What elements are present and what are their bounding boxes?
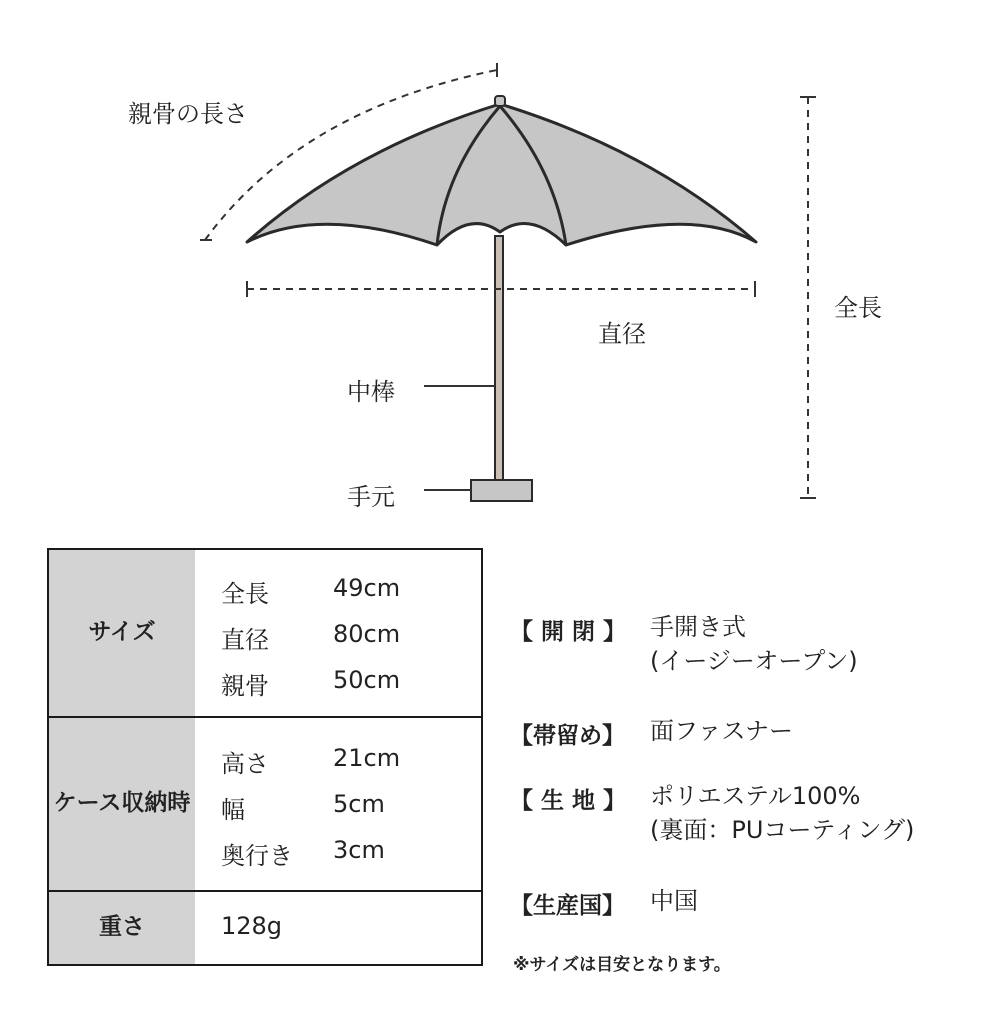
weight-header: 重さ xyxy=(49,892,195,964)
spec-value: 80cm xyxy=(333,620,401,648)
case-values xyxy=(195,718,481,890)
spec-value: 21cm xyxy=(333,744,401,772)
spec-name: 親骨 xyxy=(221,672,269,700)
spec-table xyxy=(47,548,483,966)
info-key-opening: 【 開 閉 】 xyxy=(510,619,627,645)
info-key-origin: 【生産国】 xyxy=(510,893,625,919)
table-row-case xyxy=(49,716,481,890)
spec-name: 全長 xyxy=(221,580,269,608)
diameter-label: 直径 xyxy=(598,320,646,348)
info-value-opening: 手開き式 (イージーオープン) xyxy=(650,613,858,675)
spec-name: 高さ xyxy=(221,750,269,778)
info-value-origin: 中国 xyxy=(650,887,698,915)
info-key-strap: 【帯留め】 xyxy=(510,723,625,749)
size-note: ※サイズは目安となります。 xyxy=(513,955,731,975)
total-length-label: 全長 xyxy=(834,294,882,322)
info-value-strap: 面ファスナー xyxy=(650,717,794,745)
weight-values xyxy=(195,892,481,964)
spec-value: 49cm xyxy=(333,574,401,602)
table-row-size xyxy=(49,550,481,716)
size-values xyxy=(195,550,481,716)
umbrella-handle xyxy=(471,480,532,501)
info-key-fabric: 【 生 地 】 xyxy=(510,788,627,814)
shaft-label: 中棒 xyxy=(347,378,395,406)
info-value-fabric: ポリエステル100% (裏面：PUコーティング) xyxy=(650,782,915,844)
umbrella-shaft xyxy=(495,236,503,480)
spec-value: 3cm xyxy=(333,836,385,864)
spec-value: 5cm xyxy=(333,790,385,818)
rib-length-label: 親骨の長さ xyxy=(128,100,248,128)
table-row-weight xyxy=(49,890,481,964)
case-header: ケース 収納時 xyxy=(49,718,195,890)
spec-name: 直径 xyxy=(221,626,269,654)
spec-value: 50cm xyxy=(333,666,401,694)
weight-value: 128g xyxy=(221,912,283,940)
umbrella-canopy xyxy=(247,104,756,245)
size-header: サイズ xyxy=(49,550,195,716)
spec-name: 幅 xyxy=(221,796,245,824)
spec-name: 奥行き xyxy=(221,842,293,870)
handle-label: 手元 xyxy=(347,483,395,511)
umbrella-tip xyxy=(495,96,505,106)
